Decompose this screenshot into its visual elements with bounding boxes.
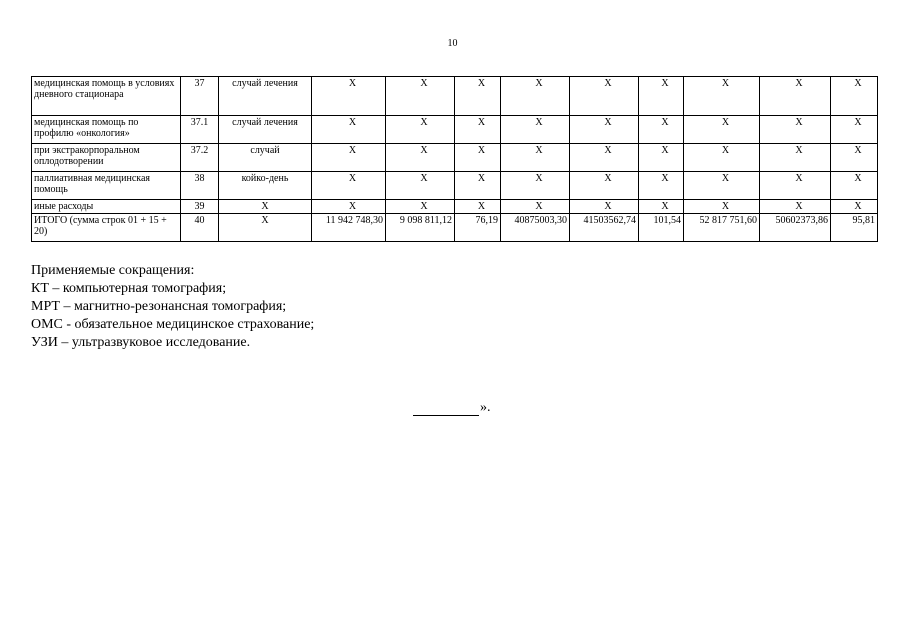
value-cell: X [639, 172, 684, 200]
row-code-cell: 37.1 [181, 116, 219, 144]
value-cell: X [639, 200, 684, 214]
value-cell: X [831, 77, 878, 116]
value-cell: 9 098 811,12 [386, 214, 455, 242]
row-name-cell: при экстракорпоральном оплодотворении [32, 144, 181, 172]
value-cell: 40875003,30 [501, 214, 570, 242]
value-cell: X [570, 172, 639, 200]
value-cell: X [760, 172, 831, 200]
value-cell: X [831, 172, 878, 200]
row-unit-cell: случай лечения [219, 116, 312, 144]
value-cell: X [501, 200, 570, 214]
value-cell: X [570, 144, 639, 172]
value-cell: X [312, 200, 386, 214]
value-cell: X [455, 200, 501, 214]
signature-blank [413, 401, 479, 416]
row-code-cell: 37 [181, 77, 219, 116]
abbreviation-item: УЗИ – ультразвуковое исследование. [31, 335, 251, 350]
value-cell: X [455, 116, 501, 144]
row-code-cell: 39 [181, 200, 219, 214]
row-name-cell: медицинская помощь по профилю «онкология» [32, 116, 181, 144]
row-unit-cell: X [219, 214, 312, 242]
value-cell: 76,19 [455, 214, 501, 242]
table-row [32, 77, 878, 116]
value-cell: X [760, 116, 831, 144]
row-code-cell: 37.2 [181, 144, 219, 172]
value-cell: X [501, 144, 570, 172]
value-cell: X [639, 144, 684, 172]
row-code-cell: 40 [181, 214, 219, 242]
row-unit-cell: случай [219, 144, 312, 172]
row-unit-cell: случай лечения [219, 77, 312, 116]
row-name-cell: паллиативная медицинская помощь [32, 172, 181, 200]
value-cell: X [684, 116, 760, 144]
value-cell: X [455, 144, 501, 172]
value-cell: 101,54 [639, 214, 684, 242]
closing-line [413, 400, 491, 416]
value-cell: X [386, 116, 455, 144]
closing-quote: ». [480, 400, 491, 415]
abbreviation-item: ОМС - обязательное медицинское страхование; [31, 317, 315, 332]
abbreviations-block [31, 262, 314, 352]
value-cell: X [760, 77, 831, 116]
row-name-cell: ИТОГО (сумма строк 01 + 15 + 20) [32, 214, 181, 242]
table-row [32, 116, 878, 144]
value-cell: X [831, 144, 878, 172]
value-cell: 41503562,74 [570, 214, 639, 242]
value-cell: X [455, 77, 501, 116]
value-cell: X [639, 116, 684, 144]
table-row [32, 214, 878, 242]
report-table [31, 76, 878, 242]
abbreviation-item: КТ – компьютерная томография; [31, 281, 227, 296]
value-cell: X [684, 200, 760, 214]
row-code-cell: 38 [181, 172, 219, 200]
value-cell: X [570, 200, 639, 214]
value-cell: 11 942 748,30 [312, 214, 386, 242]
value-cell: 52 817 751,60 [684, 214, 760, 242]
row-name-cell: медицинская помощь в условиях дневного стационара [32, 77, 181, 116]
page-number: 10 [447, 38, 458, 49]
value-cell: X [684, 144, 760, 172]
value-cell: X [831, 200, 878, 214]
value-cell: X [455, 172, 501, 200]
row-name-cell: иные расходы [32, 200, 181, 214]
table-row [32, 200, 878, 214]
value-cell: X [639, 77, 684, 116]
table-row [32, 144, 878, 172]
value-cell: X [570, 116, 639, 144]
value-cell: X [386, 172, 455, 200]
value-cell: X [760, 144, 831, 172]
value-cell: X [760, 200, 831, 214]
value-cell: X [312, 144, 386, 172]
value-cell: X [386, 77, 455, 116]
value-cell: X [570, 77, 639, 116]
value-cell: 50602373,86 [760, 214, 831, 242]
value-cell: X [312, 116, 386, 144]
value-cell: X [501, 116, 570, 144]
row-unit-cell: X [219, 200, 312, 214]
value-cell: X [501, 172, 570, 200]
value-cell: X [386, 144, 455, 172]
abbreviation-item: МРТ – магнитно-резонансная томография; [31, 299, 287, 314]
value-cell: X [831, 116, 878, 144]
value-cell: 95,81 [831, 214, 878, 242]
value-cell: X [684, 77, 760, 116]
value-cell: X [312, 172, 386, 200]
value-cell: X [501, 77, 570, 116]
value-cell: X [684, 172, 760, 200]
value-cell: X [386, 200, 455, 214]
abbreviations-heading: Применяемые сокращения: [31, 263, 195, 278]
value-cell: X [312, 77, 386, 116]
table-row [32, 172, 878, 200]
row-unit-cell: койко-день [219, 172, 312, 200]
